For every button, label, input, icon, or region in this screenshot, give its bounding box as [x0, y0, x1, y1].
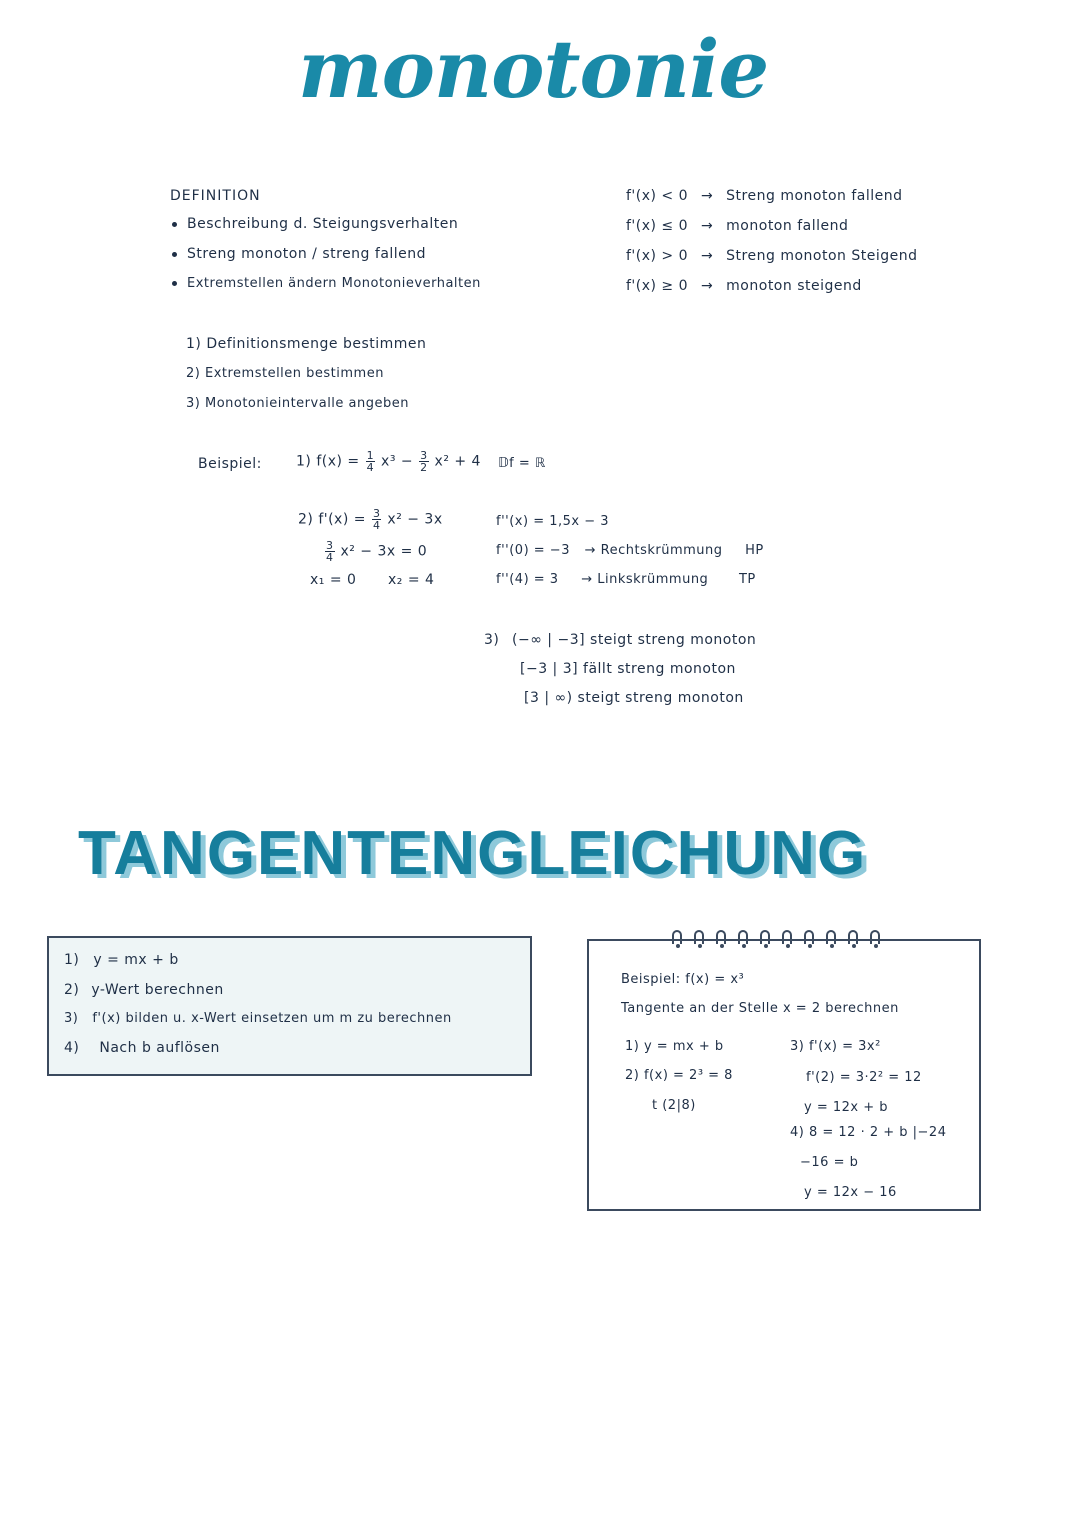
spiral-ring-icon — [870, 930, 880, 944]
tangent-step — [64, 1011, 452, 1026]
step-text: f'(x) bilden u. x-Wert einsetzen um m zu berechnen — [92, 1011, 452, 1026]
definition-bullet — [172, 216, 458, 232]
rule-condition: f'(x) ≥ 0 — [626, 278, 689, 294]
example-label: Beispiel: — [198, 456, 262, 472]
example-task: Tangente an der Stelle x = 2 berechnen — [621, 1001, 899, 1016]
example-step: f'(2) = 3·2² = 12 — [806, 1070, 922, 1085]
spiral-ring-icon — [804, 930, 814, 944]
step-text: y-Wert berechnen — [91, 982, 224, 998]
derivative-term: x² − 3x — [387, 511, 443, 528]
second-derivative-row — [496, 543, 764, 558]
definition-heading: DEFINITION — [170, 188, 261, 204]
example-step: y = 12x + b — [804, 1100, 888, 1115]
arrow-icon: → — [700, 188, 714, 204]
rule-text: monoton steigend — [726, 278, 862, 294]
spiral-ring-icon — [672, 930, 682, 944]
bullet-dot — [172, 222, 177, 227]
function-definition — [296, 450, 481, 473]
rule-row — [626, 248, 917, 264]
step-item: 1) Definitionsmenge bestimmen — [186, 336, 427, 352]
spiral-ring-icon — [848, 930, 858, 944]
example-step: 4) 8 = 12 · 2 + b |−24 — [790, 1125, 947, 1140]
bullet-text: Streng monoton / streng fallend — [187, 246, 427, 262]
bullet-text: Extremstellen ändern Monotonieverhalten — [187, 276, 481, 291]
step-text: y = mx + b — [93, 952, 179, 968]
rule-row — [626, 188, 903, 204]
fraction-numerator: 3 — [326, 539, 334, 552]
spiral-ring-icon — [738, 930, 748, 944]
first-derivative — [298, 508, 443, 531]
second-derivative-expr: f''(4) = 3 — [496, 572, 559, 587]
equation-rest: x² − 3x = 0 — [340, 543, 428, 560]
spiral-ring-icon — [716, 930, 726, 944]
bullet-text: Beschreibung d. Steigungsverhalten — [187, 216, 459, 232]
step-item: 2) Extremstellen bestimmen — [186, 366, 384, 381]
rule-condition: f'(x) < 0 — [626, 188, 689, 204]
fraction — [372, 508, 382, 531]
fraction-denominator: 4 — [326, 551, 334, 564]
step-number: 4) — [64, 1040, 80, 1056]
fraction — [419, 450, 429, 473]
derivative-equation — [324, 540, 427, 563]
rule-condition: f'(x) > 0 — [626, 248, 689, 264]
curvature-note: → Linkskrümmung — [581, 572, 709, 587]
second-derivative-row — [496, 572, 756, 587]
function-term: x² + 4 — [434, 453, 481, 470]
interval-item: [−3 | 3] fällt streng monoton — [520, 661, 736, 677]
tangent-step — [64, 952, 179, 968]
example-point: t (2|8) — [652, 1098, 696, 1113]
fraction-numerator: 3 — [372, 507, 381, 520]
step-number: 2) — [64, 982, 80, 998]
rule-text: Streng monoton Steigend — [726, 248, 918, 264]
tangent-step — [64, 982, 224, 998]
arrow-icon: → — [700, 218, 714, 234]
fraction-denominator: 2 — [420, 461, 428, 474]
example-step: −16 = b — [800, 1155, 859, 1170]
intervals-prefix: 3) — [484, 632, 500, 648]
curvature-note: → Rechtskrümmung — [584, 543, 723, 558]
step-number: 1) — [64, 952, 80, 968]
rule-text: monoton fallend — [726, 218, 849, 234]
rule-row — [626, 218, 848, 234]
arrow-icon: → — [700, 278, 714, 294]
tangent-step — [64, 1040, 220, 1056]
monotonie-title: monotonie — [298, 22, 769, 116]
fraction — [366, 450, 376, 473]
fraction-denominator: 4 — [366, 461, 375, 474]
tangent-result: y = 12x − 16 — [804, 1185, 897, 1200]
derivative-prefix: 2) f'(x) = — [298, 511, 366, 528]
interval-item: [3 | ∞) steigt streng monoton — [524, 690, 744, 706]
second-derivative-expr: f''(0) = −3 — [496, 543, 570, 558]
step-text: Nach b auflösen — [99, 1040, 220, 1056]
spiral-ring-icon — [826, 930, 836, 944]
spiral-ring-icon — [782, 930, 792, 944]
definition-bullet — [172, 276, 481, 291]
step-item: 3) Monotonieintervalle angeben — [186, 396, 409, 411]
rule-condition: f'(x) ≤ 0 — [626, 218, 689, 234]
second-derivative-expr: f''(x) = 1,5x − 3 — [496, 514, 610, 529]
domain: 𝔻f = ℝ — [498, 456, 546, 471]
fraction — [325, 540, 335, 563]
definition-bullet — [172, 246, 426, 262]
fraction-numerator: 1 — [366, 449, 375, 462]
fraction-denominator: 4 — [372, 519, 381, 532]
example-function: Beispiel: f(x) = x³ — [621, 972, 745, 987]
point-type-tag: HP — [745, 543, 764, 558]
point-type-tag: TP — [738, 572, 756, 587]
root-x1: x₁ = 0 — [310, 572, 357, 588]
interval-item: (−∞ | −3] steigt streng monoton — [512, 632, 757, 648]
tangent-title: TANGENTENGLEICHUNG — [78, 819, 868, 888]
function-term: x³ − — [381, 453, 414, 470]
spiral-ring-icon — [760, 930, 770, 944]
bullet-dot — [172, 281, 177, 286]
example-step: 1) y = mx + b — [625, 1039, 724, 1054]
arrow-icon: → — [700, 248, 714, 264]
fraction-numerator: 3 — [420, 449, 428, 462]
bullet-dot — [172, 252, 177, 257]
example-step: 3) f'(x) = 3x² — [790, 1039, 881, 1054]
step-number: 3) — [64, 1011, 79, 1026]
root-x2: x₂ = 4 — [388, 572, 435, 588]
spiral-ring-icon — [694, 930, 704, 944]
second-derivative-row — [496, 514, 609, 529]
rule-text: Streng monoton fallend — [726, 188, 903, 204]
example-step: 2) f(x) = 2³ = 8 — [625, 1068, 733, 1083]
function-prefix: 1) f(x) = — [296, 453, 360, 470]
rule-row — [626, 278, 862, 294]
